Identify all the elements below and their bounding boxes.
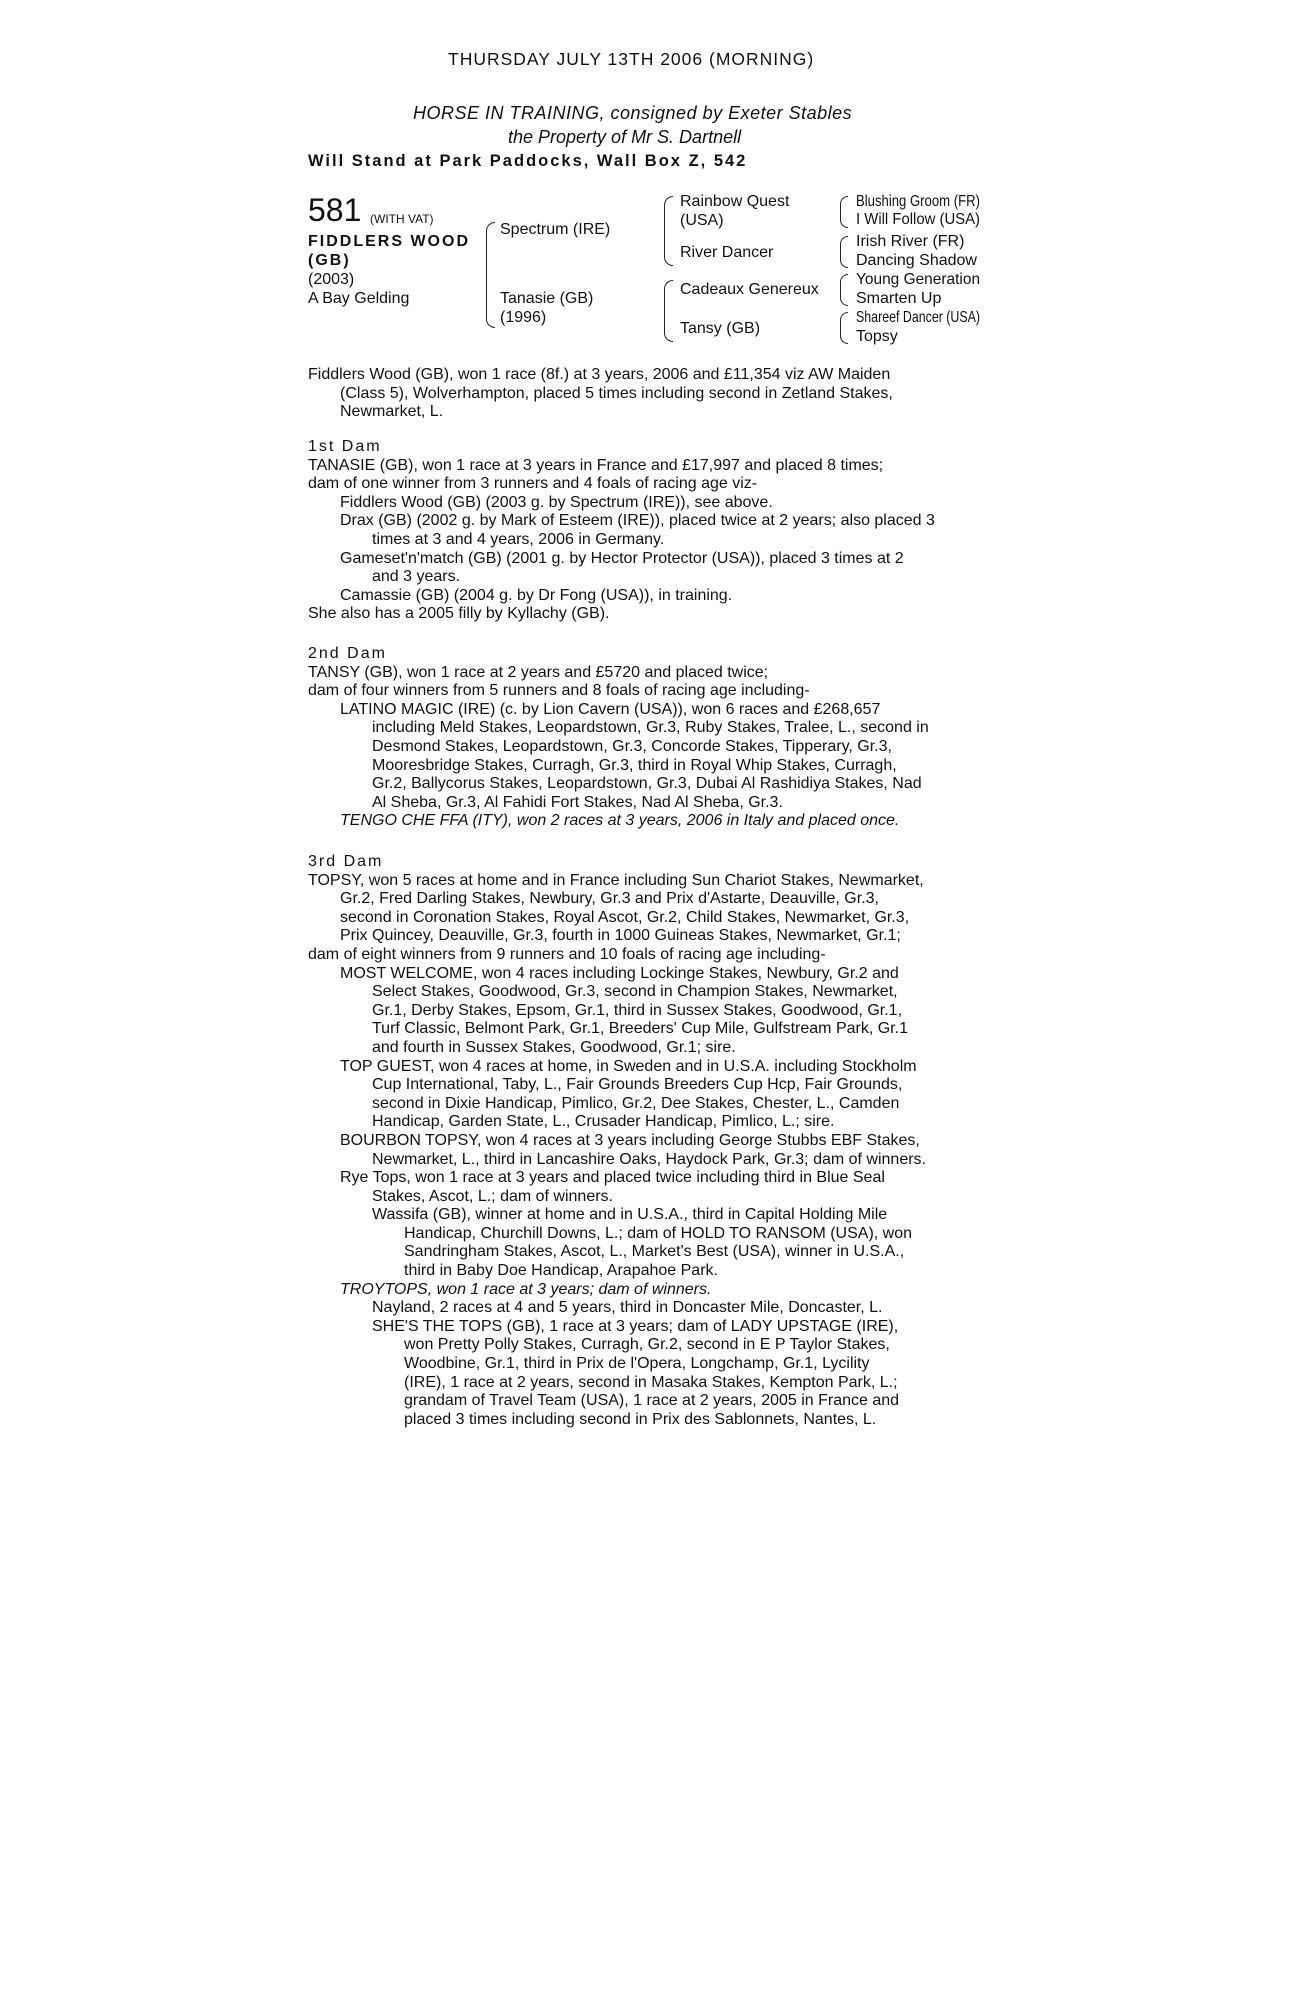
dam-line: times at 3 and 4 years, 2006 in Germany. <box>372 530 665 548</box>
section-heading: 1st Dam <box>308 438 382 455</box>
dam-line: Cup International, Taby, L., Fair Grounds Breeders Cup Hcp, Fair Grounds, <box>372 1076 903 1094</box>
dam-line: Gr.2, Ballycorus Stakes, Leopardstown, Gr.3, Dubai Al Rashidiya Stakes, Nad <box>372 775 922 793</box>
lot-number: 581 <box>308 192 362 228</box>
dam-line: Prix Quincey, Deauville, Gr.3, fourth in 1000 Guineas Stakes, Newmarket, Gr.1; <box>340 927 901 945</box>
dam-line: Gr.2, Fred Darling Stakes, Newbury, Gr.3 and Prix d'Astarte, Deauville, Gr.3, <box>340 890 879 908</box>
dam-line: Gr.1, Derby Stakes, Epsom, Gr.1, third in Sussex Stakes, Goodwood, Gr.1, <box>372 1001 903 1019</box>
dam-dam: Tansy (GB) <box>680 320 761 337</box>
dam-line: Turf Classic, Belmont Park, Gr.1, Breeders' Cup Mile, Gulfstream Park, Gr.1 <box>372 1020 908 1038</box>
dam-line: TANASIE (GB), won 1 race at 3 years in France and £17,997 and placed 8 times; <box>308 456 884 474</box>
dam-line: Desmond Stakes, Leopardstown, Gr.3, Concorde Stakes, Tipperary, Gr.3, <box>372 737 892 755</box>
dam-line: placed 3 times including second in Prix des Sablonnets, Nantes, L. <box>404 1410 877 1428</box>
dam-line: and fourth in Sussex Stakes, Goodwood, Gr.1; sire. <box>372 1038 736 1056</box>
dam-line: third in Baby Doe Handicap, Arapahoe Park. <box>404 1262 718 1280</box>
dam-line: second in Dixie Handicap, Pimlico, Gr.2, Dee Stakes, Chester, L., Camden <box>372 1094 900 1112</box>
dam-line: Al Sheba, Gr.3, Al Fahidi Fort Stakes, Nad Al Sheba, Gr.3. <box>372 793 783 811</box>
dam-line: including Meld Stakes, Leopardstown, Gr.3, Ruby Stakes, Tralee, L., second in <box>372 719 929 737</box>
second-dam-block <box>308 644 929 830</box>
dam-line: She also has a 2005 filly by Kyllachy (GB). <box>308 605 610 623</box>
pedigree-brace <box>664 196 673 266</box>
dam-line: second in Coronation Stakes, Royal Ascot, Gr.2, Child Stakes, Newmarket, Gr.3, <box>340 908 910 926</box>
dam-dam-dam: Topsy <box>856 328 898 345</box>
pedigree-brace <box>840 312 848 344</box>
intro-line: Fiddlers Wood (GB), won 1 race (8f.) at 3 years, 2006 and £11,354 viz AW Maiden <box>308 366 891 383</box>
dam-sire-sire: Young Generation <box>856 271 981 288</box>
sire-sire-dam: I Will Follow (USA) <box>856 211 981 228</box>
stand-line: Will Stand at Park Paddocks, Wall Box Z, 542 <box>308 152 748 170</box>
property-line: the Property of Mr S. Dartnell <box>508 127 742 147</box>
horse-description: A Bay Gelding <box>308 290 410 307</box>
section-heading: 2nd Dam <box>308 645 387 662</box>
dam-sire-dam: Smarten Up <box>856 290 942 307</box>
sire-dam-sire: Irish River (FR) <box>856 233 965 250</box>
horse-name: FIDDLERS WOOD <box>308 233 470 250</box>
dam-line: Camassie (GB) (2004 g. by Dr Fong (USA)), in training. <box>340 586 733 604</box>
dam-line: Handicap, Churchill Downs, L.; dam of HOLD TO RANSOM (USA), won <box>404 1224 913 1242</box>
dam-line: Woodbine, Gr.1, third in Prix de l'Opera, Longchamp, Gr.1, Lycility <box>404 1355 870 1373</box>
dam-line: and 3 years. <box>372 568 461 586</box>
dam-line: dam of four winners from 5 runners and 8 foals of racing age including- <box>308 682 810 700</box>
pedigree-brace <box>840 196 848 228</box>
dam-sire: Cadeaux Genereux <box>680 281 819 298</box>
dam-line: SHE'S THE TOPS (GB), 1 race at 3 years; dam of LADY UPSTAGE (IRE), <box>372 1317 899 1335</box>
dam-line: grandam of Travel Team (USA), 1 race at 2 years, 2005 in France and <box>404 1392 900 1410</box>
intro-line: Newmarket, L. <box>340 403 444 421</box>
dam-line: Select Stakes, Goodwood, Gr.3, second in Champion Stakes, Newmarket, <box>372 983 898 1001</box>
dam-line: BOURBON TOPSY, won 4 races at 3 years including George Stubbs EBF Stakes, <box>340 1131 920 1149</box>
sire-dam-dam: Dancing Shadow <box>856 252 977 269</box>
dam-line: LATINO MAGIC (IRE) (c. by Lion Cavern (USA)), won 6 races and £268,657 <box>340 700 881 718</box>
dam-line: TOP GUEST, won 4 races at home, in Sweden and in U.S.A. including Stockholm <box>340 1057 917 1075</box>
first-dam-block <box>308 437 935 623</box>
sire-dam: River Dancer <box>680 244 774 261</box>
horse-country: (GB) <box>308 252 351 269</box>
dam-line: Gameset'n'match (GB) (2001 g. by Hector Protector (USA)), placed 3 times at 2 <box>340 549 904 567</box>
intro-line: (Class 5), Wolverhampton, placed 5 times including second in Zetland Stakes, <box>340 384 893 402</box>
dam-line: TENGO CHE FFA (ITY), won 2 races at 3 years, 2006 in Italy and placed once. <box>340 812 900 830</box>
dam-line: Wassifa (GB), winner at home and in U.S.A., third in Capital Holding Mile <box>372 1206 888 1224</box>
sire: Spectrum (IRE) <box>500 221 611 238</box>
date-line: THURSDAY JULY 13TH 2006 (MORNING) <box>448 49 815 69</box>
dam-line: dam of eight winners from 9 runners and 10 foals of racing age including- <box>308 945 826 963</box>
dam-line: Handicap, Garden State, L., Crusader Handicap, Pimlico, L.; sire. <box>372 1113 835 1131</box>
dam-line: Sandringham Stakes, Ascot, L., Market's Best (USA), winner in U.S.A., <box>404 1243 905 1261</box>
dam-line: won Pretty Polly Stakes, Curragh, Gr.2, second in E P Taylor Stakes, <box>404 1336 890 1354</box>
pedigree-brace <box>486 222 495 328</box>
pedigree-brace <box>664 280 673 342</box>
third-dam-block <box>308 852 926 1428</box>
dam-line: Fiddlers Wood (GB) (2003 g. by Spectrum (IRE)), see above. <box>340 493 773 511</box>
dam-line: Newmarket, L., third in Lancashire Oaks, Haydock Park, Gr.3; dam of winners. <box>372 1150 926 1168</box>
intro-block <box>308 365 893 421</box>
dam-line: TROYTOPS, won 1 race at 3 years; dam of winners. <box>340 1280 712 1298</box>
horse-year: (2003) <box>308 271 355 288</box>
dam-line: (IRE), 1 race at 2 years, second in Masaka Stakes, Kempton Park, L.; <box>404 1373 898 1391</box>
sire-sire: Rainbow Quest <box>680 193 790 210</box>
consignment-line: HORSE IN TRAINING, consigned by Exeter Stables <box>413 103 853 123</box>
dam-year: (1996) <box>500 309 547 326</box>
dam-line: TOPSY, won 5 races at home and in France including Sun Chariot Stakes, Newmarket, <box>308 871 924 889</box>
dam-line: Mooresbridge Stakes, Curragh, Gr.3, third in Royal Whip Stakes, Curragh, <box>372 756 897 774</box>
pedigree-brace <box>840 236 848 268</box>
dam-line: Rye Tops, won 1 race at 3 years and placed twice including third in Blue Seal <box>340 1169 885 1187</box>
dam-dam-sire: Shareef Dancer (USA) <box>856 309 981 326</box>
dam-line: Stakes, Ascot, L.; dam of winners. <box>372 1187 613 1205</box>
sire-sire-country: (USA) <box>680 212 724 229</box>
dam-line: TANSY (GB), won 1 race at 2 years and £5720 and placed twice; <box>308 663 769 681</box>
dam: Tanasie (GB) <box>500 290 594 307</box>
section-heading: 3rd Dam <box>308 853 384 870</box>
dam-line: Drax (GB) (2002 g. by Mark of Esteem (IRE)), placed twice at 2 years; also placed 3 <box>340 512 935 530</box>
dam-line: dam of one winner from 3 runners and 4 foals of racing age viz- <box>308 475 758 493</box>
dam-line: Nayland, 2 races at 4 and 5 years, third in Doncaster Mile, Doncaster, L. <box>372 1299 883 1317</box>
dam-line: MOST WELCOME, won 4 races including Lockinge Stakes, Newbury, Gr.2 and <box>340 964 899 982</box>
sire-sire-sire: Blushing Groom (FR) <box>856 193 980 210</box>
pedigree-brace <box>840 274 848 306</box>
vat-note: (WITH VAT) <box>370 212 434 226</box>
